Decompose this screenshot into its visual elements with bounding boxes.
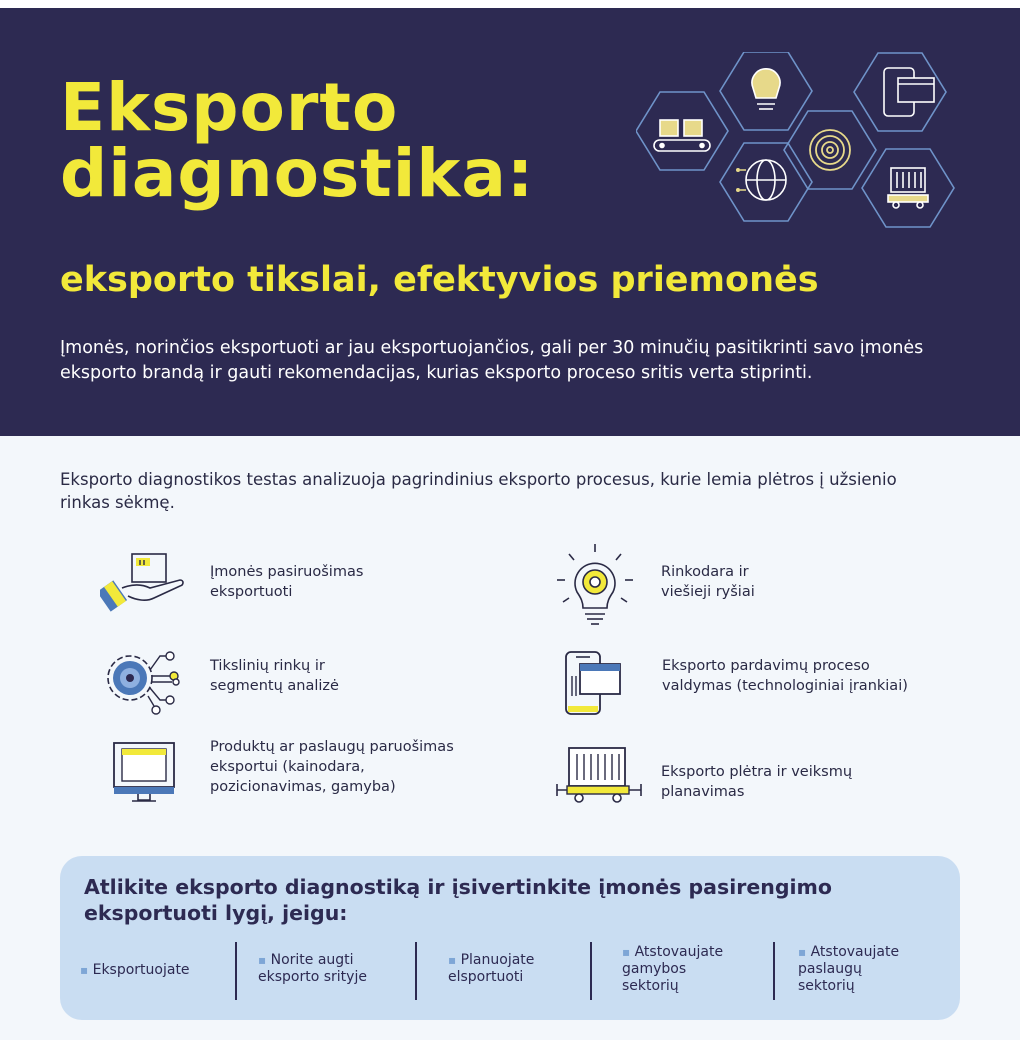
list-item xyxy=(560,648,980,718)
gear-bulb-icon xyxy=(555,540,635,632)
phone-window-icon xyxy=(560,648,630,718)
hex-outline-4 xyxy=(784,111,876,189)
item-label: Eksporto plėtra ir veiksmų planavimas xyxy=(661,764,853,800)
brain-bulb-icon xyxy=(752,69,780,109)
spiral-icon xyxy=(810,130,850,170)
item-label: Tikslinių rinkų ir segmentų analizė xyxy=(210,658,339,694)
item-label: Rinkodara ir viešieji ryšiai xyxy=(661,564,755,600)
target-network-icon xyxy=(100,640,190,720)
divider xyxy=(235,942,237,1000)
hexagon-icon-cluster xyxy=(636,52,966,252)
list-item xyxy=(555,746,975,816)
title-line-1: Eksporto xyxy=(60,69,399,146)
divider xyxy=(590,942,592,1000)
option-item: ▪ Norite augti eksporto srityje xyxy=(258,952,367,985)
option-item: ▪ Atstovaujate paslaugų sektorių xyxy=(798,944,900,994)
bullet-icon: ▪ xyxy=(258,953,267,967)
divider xyxy=(773,942,775,1000)
option-item: ▪ Planuojate elsportuoti xyxy=(448,952,535,985)
tablet-window-icon xyxy=(884,68,934,116)
hand-box-icon xyxy=(100,548,190,618)
item-label: Įmonės pasiruošimas eksportuoti xyxy=(210,564,364,600)
bullet-icon: ▪ xyxy=(622,945,631,959)
title-line-2: diagnostika: xyxy=(60,135,535,212)
list-item xyxy=(555,540,975,630)
hex-outline-6 xyxy=(862,149,954,227)
cta-box xyxy=(60,856,960,1020)
hex-outline-1 xyxy=(636,92,728,170)
option-item: ▪ Eksportuojate xyxy=(80,962,190,978)
bullet-icon: ▪ xyxy=(798,945,807,959)
list-item xyxy=(100,548,430,618)
container-cart-small-icon xyxy=(555,746,645,806)
divider xyxy=(415,942,417,1000)
hero-intro-text: Įmonės, norinčios eksportuoti ar jau eksportuojančios, gali per 30 minučių pasitikrinti savo įmonės eksporto brandą ir gauti rekomendacijas, kurias eksporto proceso sritis verta stiprinti. xyxy=(60,338,924,383)
bullet-icon: ▪ xyxy=(80,963,89,977)
hex-outline-3 xyxy=(720,143,812,221)
item-label: Produktų ar paslaugų paruošimas eksportui (kainodara, pozicionavimas, gamyba) xyxy=(210,739,454,795)
item-label: Eksporto pardavimų proceso valdymas (technologiniai įrankiai) xyxy=(662,658,908,694)
monitor-icon xyxy=(110,735,180,805)
list-item xyxy=(100,640,430,720)
cta-title: Atlikite eksporto diagnostiką ir įsivertinkite įmonės pasirengimo eksportuoti lygį, jeigu: xyxy=(84,875,832,925)
list-item xyxy=(110,735,454,815)
hero-subtitle: eksporto tikslai, efektyvios priemonės xyxy=(60,260,819,300)
boxes-conveyor-icon xyxy=(654,120,710,151)
bullet-icon: ▪ xyxy=(448,953,457,967)
globe-bulb-icon xyxy=(736,160,786,200)
container-cart-icon xyxy=(888,168,928,208)
page-title xyxy=(60,69,535,212)
option-item: ▪ Atstovaujate gamybos sektorių xyxy=(622,944,724,994)
lead-text: Eksporto diagnostikos testas analizuoja pagrindinius eksporto procesus, kurie lemia plėtros į užsienio rinkas sėkmę. xyxy=(60,470,897,512)
